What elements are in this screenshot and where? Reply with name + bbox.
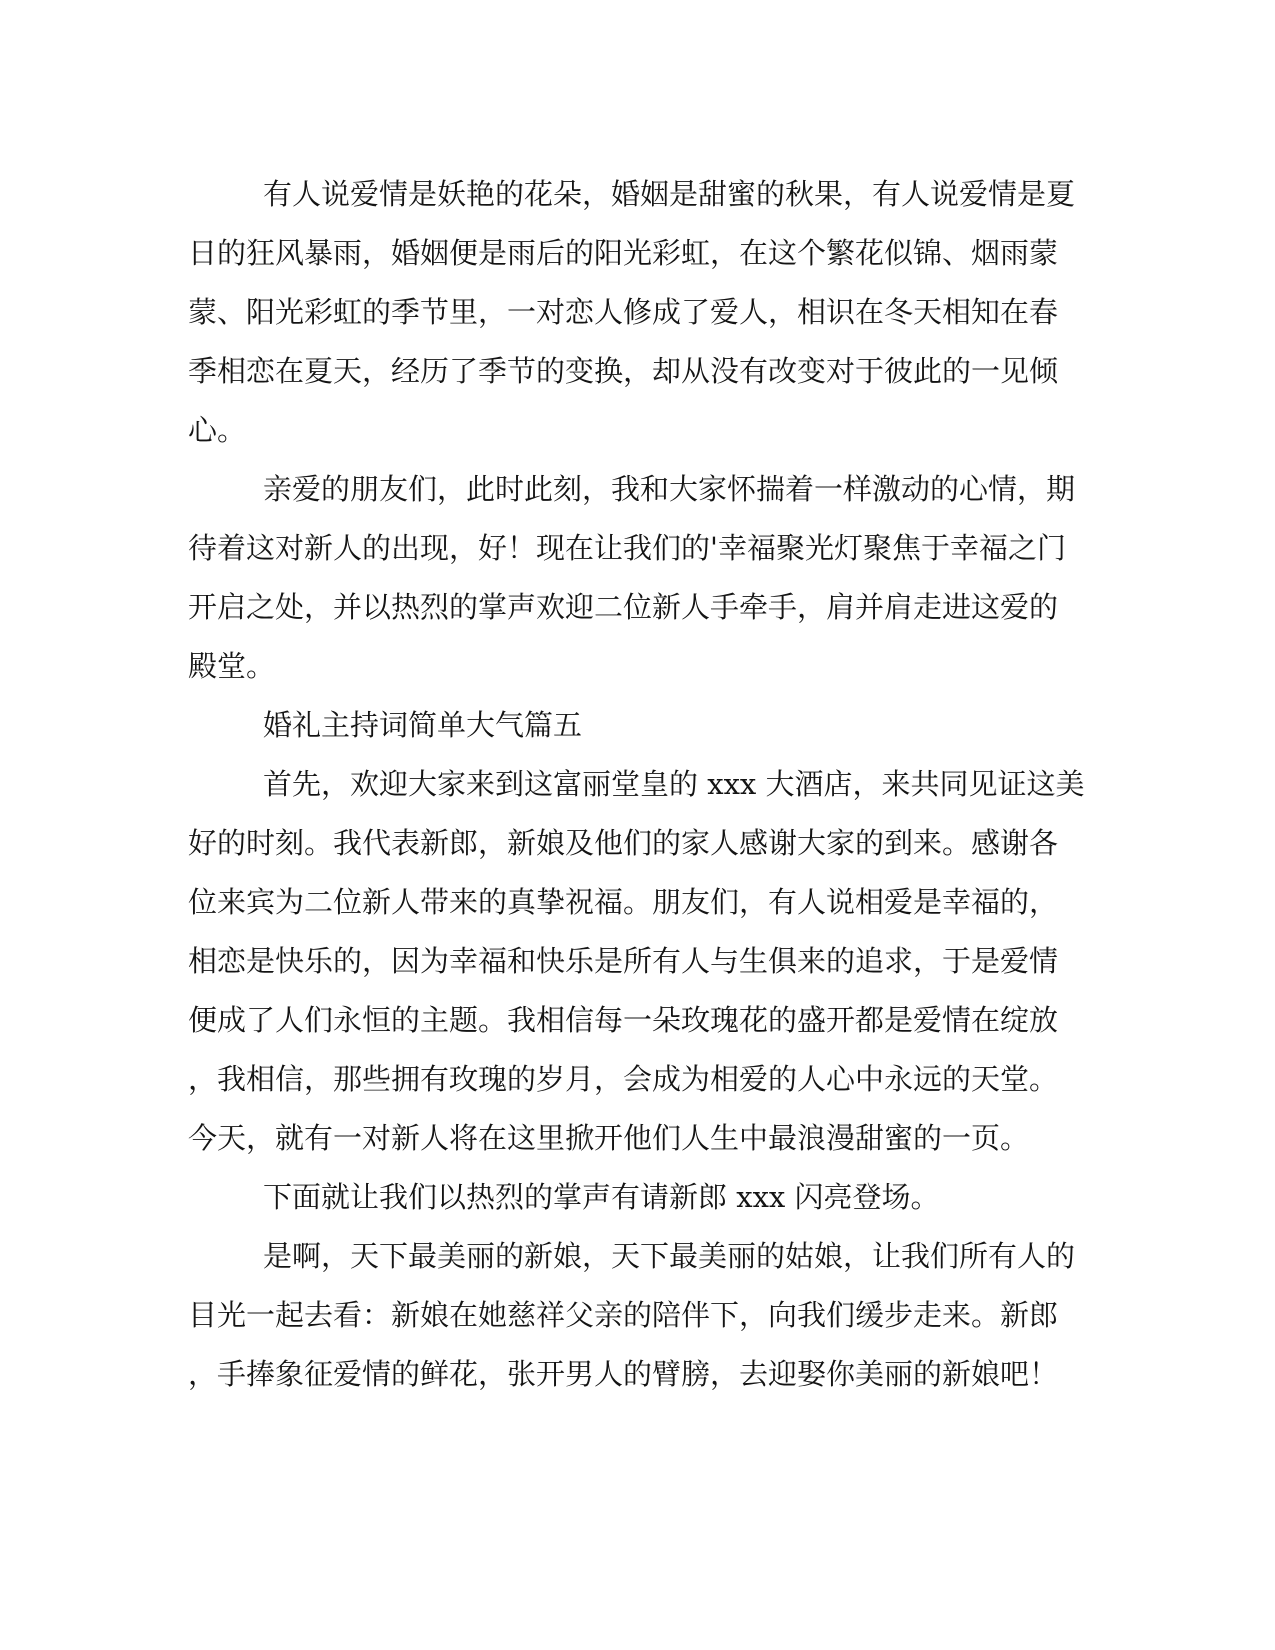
paragraph-line: 好的时刻。我代表新郎，新娘及他们的家人感谢大家的到来。感谢各 — [188, 826, 1059, 860]
paragraph-line: 蒙、阳光彩虹的季节里，一对恋人修成了爱人，相识在冬天相知在春 — [188, 295, 1059, 329]
paragraph-line: 便成了人们永恒的主题。我相信每一朵玫瑰花的盛开都是爱情在绽放 — [188, 1003, 1059, 1037]
paragraph-line: 首先，欢迎大家来到这富丽堂皇的 xxx 大酒店，来共同见证这美 — [263, 767, 1085, 801]
paragraph-line: 下面就让我们以热烈的掌声有请新郎 xxx 闪亮登场。 — [263, 1180, 940, 1214]
paragraph-line: ，手捧象征爱情的鲜花，张开男人的臂膀，去迎娶你美丽的新娘吧！ — [188, 1357, 1059, 1391]
paragraph-line: 日的狂风暴雨，婚姻便是雨后的阳光彩虹，在这个繁花似锦、烟雨蒙 — [188, 236, 1059, 270]
paragraph-line: 亲爱的朋友们，此时此刻，我和大家怀揣着一样激动的心情，期 — [263, 472, 1076, 506]
paragraph-line: 待着这对新人的出现，好！现在让我们的'幸福聚光灯聚焦于幸福之门 — [188, 531, 1066, 565]
paragraph-line: 开启之处，并以热烈的掌声欢迎二位新人手牵手，肩并肩走进这爱的 — [188, 590, 1059, 624]
paragraph-line: 有人说爱情是妖艳的花朵，婚姻是甜蜜的秋果，有人说爱情是夏 — [263, 177, 1076, 211]
paragraph-line: ，我相信，那些拥有玫瑰的岁月，会成为相爱的人心中永远的天堂。 — [188, 1062, 1059, 1096]
paragraph-line: 心。 — [188, 413, 247, 447]
paragraph-line: 目光一起去看：新娘在她慈祥父亲的陪伴下，向我们缓步走来。新郎 — [188, 1298, 1059, 1332]
paragraph-line: 是啊，天下最美丽的新娘，天下最美丽的姑娘，让我们所有人的 — [263, 1239, 1076, 1273]
paragraph-line: 相恋是快乐的，因为幸福和快乐是所有人与生俱来的追求，于是爱情 — [188, 944, 1059, 978]
paragraph-line: 位来宾为二位新人带来的真挚祝福。朋友们，有人说相爱是幸福的， — [188, 885, 1059, 919]
section-heading: 婚礼主持词简单大气篇五 — [263, 708, 583, 742]
paragraph-line: 季相恋在夏天，经历了季节的变换，却从没有改变对于彼此的一见倾 — [188, 354, 1059, 388]
document-body — [188, 165, 1085, 1404]
paragraph-line: 殿堂。 — [188, 649, 276, 683]
paragraph-line: 今天，就有一对新人将在这里掀开他们人生中最浪漫甜蜜的一页。 — [188, 1121, 1030, 1155]
